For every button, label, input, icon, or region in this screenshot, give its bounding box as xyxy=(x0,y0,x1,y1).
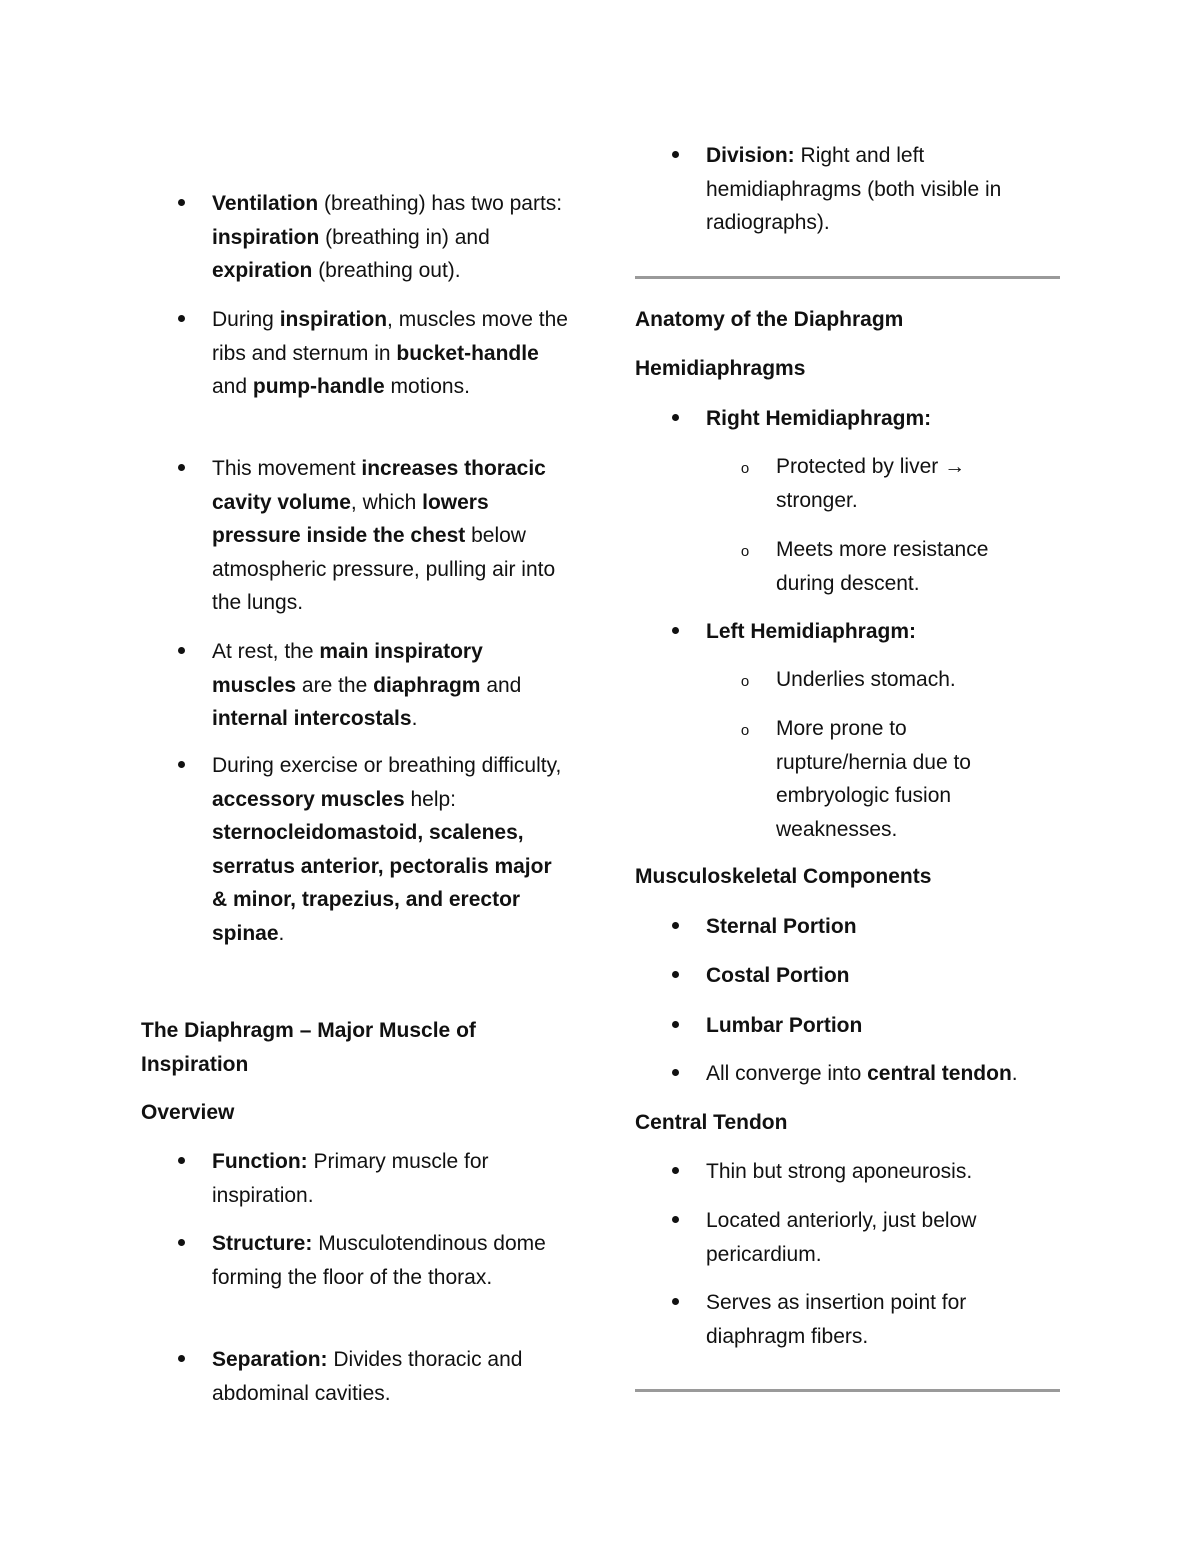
bullet-icon xyxy=(670,1286,680,1320)
item-text: Costal Portion xyxy=(706,964,850,987)
item-text: All converge into central tendon. xyxy=(706,1062,1018,1085)
bullet-icon xyxy=(670,1155,680,1189)
subheading-musculoskeletal: Musculoskeletal Components xyxy=(635,865,932,888)
list-item xyxy=(212,452,572,620)
item-text: More prone to rupture/hernia due to embryologic fusion weaknesses. xyxy=(776,717,971,841)
item-text: Underlies stomach. xyxy=(776,668,956,691)
bullet-icon xyxy=(176,749,186,783)
list-item xyxy=(706,1204,1026,1271)
item-text: During inspiration, muscles move the ribs and sternum in bucket-handle and pump-handle motions. xyxy=(212,308,568,398)
list-item xyxy=(212,1227,552,1294)
bullet-icon xyxy=(670,959,680,993)
item-text: Structure: Musculotendinous dome forming the floor of the thorax. xyxy=(212,1232,546,1289)
item-text: Located anteriorly, just below pericardium. xyxy=(706,1209,977,1266)
circle-bullet-icon xyxy=(740,712,750,748)
item-text: Sternal Portion xyxy=(706,915,857,938)
list-item xyxy=(706,1057,1060,1091)
bullet-icon xyxy=(176,303,186,337)
bullet-icon xyxy=(670,1009,680,1043)
list-item xyxy=(212,635,572,736)
list-item xyxy=(706,1155,1046,1189)
bullet-icon xyxy=(670,615,680,649)
item-text: Right Hemidiaphragm: xyxy=(706,407,932,430)
list-item xyxy=(706,139,1046,240)
circle-bullet-icon xyxy=(740,450,750,486)
bullet-icon xyxy=(176,1227,186,1261)
subheading-overview: Overview xyxy=(141,1101,235,1124)
item-text: Division: Right and left hemidiaphragms (both visible in radiographs). xyxy=(706,144,1002,234)
item-text: Protected by liver → stronger. xyxy=(776,455,966,512)
item-text: Left Hemidiaphragm: xyxy=(706,620,917,643)
list-item xyxy=(706,1286,1026,1353)
section-heading-anatomy: Anatomy of the Diaphragm xyxy=(635,308,904,331)
item-text: Separation: Divides thoracic and abdominal cavities. xyxy=(212,1348,523,1405)
bullet-icon xyxy=(670,1057,680,1091)
section-heading-diaphragm: The Diaphragm – Major Muscle of Inspiration xyxy=(141,1019,476,1076)
circle-bullet-icon xyxy=(740,663,750,699)
list-item xyxy=(706,910,1046,944)
list-item xyxy=(706,1009,1046,1043)
item-text: Function: Primary muscle for inspiration. xyxy=(212,1150,489,1207)
bullet-icon xyxy=(176,635,186,669)
item-text: Meets more resistance during descent. xyxy=(776,538,989,595)
bullet-icon xyxy=(176,187,186,221)
list-item xyxy=(706,959,1046,993)
subheading-hemidiaphragms: Hemidiaphragms xyxy=(635,357,806,380)
item-text: This movement increases thoracic cavity volume, which lowers pressure inside the chest below atmospheric pressure, pulling air into the lungs. xyxy=(212,457,556,614)
divider xyxy=(635,276,1060,279)
subheading-central-tendon: Central Tendon xyxy=(635,1111,788,1134)
sub-list-item xyxy=(776,663,1026,697)
bullet-icon xyxy=(176,1145,186,1179)
list-item xyxy=(706,402,1046,436)
bullet-icon xyxy=(670,139,680,173)
item-text: At rest, the main inspiratory muscles are the diaphragm and internal intercostals. xyxy=(212,640,522,730)
sub-list-item xyxy=(776,533,1026,600)
item-text: Serves as insertion point for diaphragm fibers. xyxy=(706,1291,967,1348)
list-item xyxy=(212,1145,552,1212)
item-text: Thin but strong aponeurosis. xyxy=(706,1160,973,1183)
bullet-icon xyxy=(670,1204,680,1238)
list-item xyxy=(212,187,572,288)
list-item xyxy=(212,303,572,404)
list-item xyxy=(706,615,1046,649)
bullet-icon xyxy=(670,910,680,944)
bullet-icon xyxy=(176,452,186,486)
circle-bullet-icon xyxy=(740,533,750,569)
item-text: Ventilation (breathing) has two parts: inspiration (breathing in) and expiration (breathing out). xyxy=(212,192,563,282)
item-text: During exercise or breathing difficulty, accessory muscles help: sternocleidomastoid, scalenes, serratus anterior, pectoralis major & minor, trapezius, and erector spinae. xyxy=(212,754,562,945)
bullet-icon xyxy=(670,402,680,436)
sub-list-item xyxy=(776,450,1026,517)
item-text: Lumbar Portion xyxy=(706,1014,863,1037)
divider xyxy=(635,1389,1060,1392)
sub-list-item xyxy=(776,712,1006,846)
list-item xyxy=(212,749,572,950)
list-item xyxy=(212,1343,562,1410)
bullet-icon xyxy=(176,1343,186,1377)
